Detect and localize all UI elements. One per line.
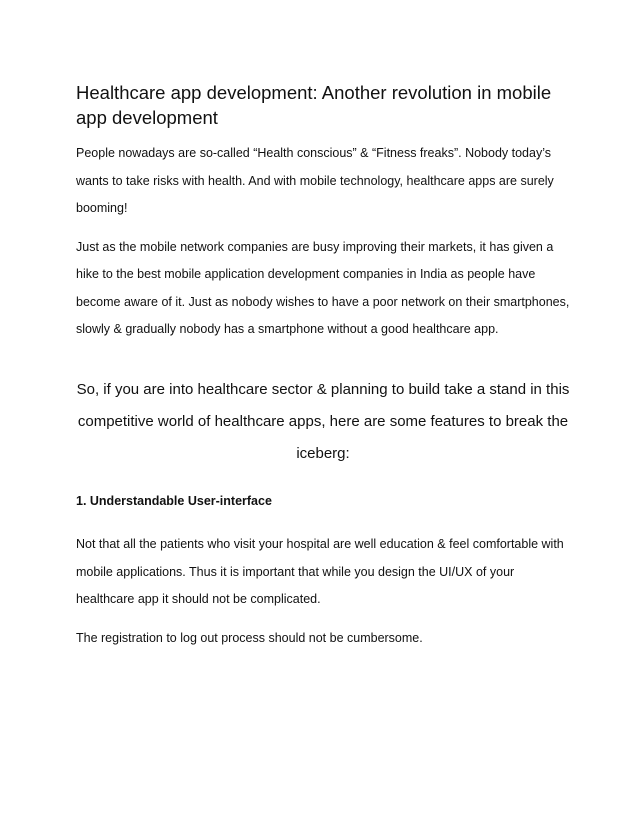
document-title: Healthcare app development: Another revolution in mobile app development — [76, 82, 552, 128]
callout-text: So, if you are into healthcare sector & planning to build take a stand in this competitive world of healthcare apps, here are some features to break the iceberg: — [76, 380, 570, 462]
section-1-paragraph-2: The registration to log out process should not be cumbersome. — [76, 630, 423, 645]
intro-paragraph-2: Just as the mobile network companies are busy improving their markets, it has given a hike to the best mobile application development companies in India as people have become aware of it. Just as nobody wishes to have a poor network on their smartphones, slowly & gradually nobody has a smartphone without a good healthcare app. — [76, 239, 570, 336]
intro-paragraph-1: People nowadays are so-called “Health conscious” & “Fitness freaks”. Nobody today’s wants to take risks with health. And with mobile technology, healthcare apps are surely booming! — [76, 146, 554, 215]
section-1-paragraph-1: Not that all the patients who visit your hospital are well education & feel comfortable with mobile applications. Thus it is important that while you design the UI/UX of your healthcare app it should not be complicated. — [76, 537, 564, 606]
document-body — [76, 80, 570, 652]
section-heading-user-interface: 1. Understandable User-interface — [76, 493, 272, 508]
